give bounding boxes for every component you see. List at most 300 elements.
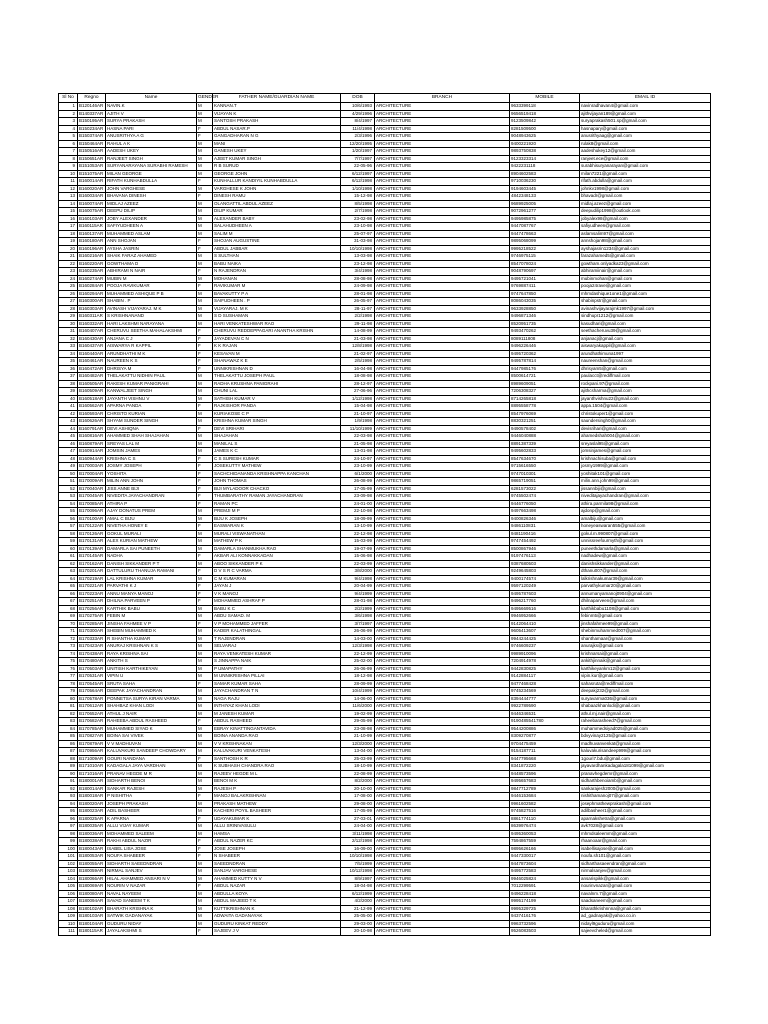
table-row xyxy=(59,148,711,156)
cell-email: gokul.m.990807@gmail.com xyxy=(580,530,711,538)
cell-dob: 25-02-00 xyxy=(341,658,375,666)
cell-regno: B151075AR xyxy=(78,170,106,178)
table-row xyxy=(59,245,711,253)
table-row xyxy=(59,208,711,216)
table-row xyxy=(59,883,711,891)
cell-dob: 8/5/1998 xyxy=(341,200,375,208)
cell-sl-no: 111 xyxy=(59,928,78,936)
cell-email: rhaanoaar@gmail.com xyxy=(580,838,711,846)
cell-sl-no: 53 xyxy=(59,493,78,501)
cell-email: puneethdamarla@gmail.com xyxy=(580,545,711,553)
cell-gender: M xyxy=(197,515,213,523)
cell-sl-no: 103 xyxy=(59,868,78,876)
cell-mobile: 9946952666 xyxy=(510,613,580,621)
cell-gender: M xyxy=(197,560,213,568)
cell-father-name: KUTTIKRISHNAN K xyxy=(213,905,341,913)
cell-dob: 9/4/1998 xyxy=(341,575,375,583)
cell-dob: 14-08-99 xyxy=(341,328,375,336)
cell-sl-no: 95 xyxy=(59,808,78,816)
cell-branch: ARCHITECTURE xyxy=(375,178,510,186)
cell-regno: B170275AR xyxy=(78,613,106,621)
cell-gender: F xyxy=(197,718,213,726)
cell-mobile: 9747647850 xyxy=(510,290,580,298)
cell-email: gowtham.onlyadka23@gmail.com xyxy=(580,260,711,268)
cell-mobile: 9895626166 xyxy=(510,845,580,853)
cell-email: avk7028@gmail.com xyxy=(580,823,711,831)
cell-father-name: N RAJENDRAN xyxy=(213,268,341,276)
cell-sl-no: 97 xyxy=(59,823,78,831)
cell-branch: ARCHITECTURE xyxy=(375,140,510,148)
cell-gender: M xyxy=(197,643,213,651)
cell-sl-no: 11 xyxy=(59,178,78,186)
cell-sl-no: 5 xyxy=(59,133,78,141)
cell-dob: 4/2/2000 xyxy=(341,898,375,906)
cell-mobile: 8547078024 xyxy=(510,260,580,268)
cell-regno: B180066AR xyxy=(78,875,106,883)
cell-gender: M xyxy=(197,635,213,643)
cell-dob: 3/11/1998 xyxy=(341,830,375,838)
cell-father-name: S JINNAPPA NAIK xyxy=(213,658,341,666)
cell-branch: ARCHITECTURE xyxy=(375,673,510,681)
cell-email: vipin.kur@gmail.com xyxy=(580,673,711,681)
cell-name: CHERUVU SEETHA MAHALAKSHMI xyxy=(106,328,197,336)
cell-email: ajithcsharma@gmail.com xyxy=(580,388,711,396)
cell-mobile: 8989609051 xyxy=(510,380,580,388)
cell-email: febinm5@gmail.com xyxy=(580,613,711,621)
cell-regno: B180103AR xyxy=(78,913,106,921)
cell-name: LAL KRISHNA KUMAR xyxy=(106,575,197,583)
cell-branch: ARCHITECTURE xyxy=(375,418,510,426)
cell-gender: F xyxy=(197,598,213,606)
cell-mobile: 9437416176 xyxy=(510,913,580,921)
cell-mobile: 9656519418 xyxy=(510,110,580,118)
cell-sl-no: 104 xyxy=(59,875,78,883)
cell-dob: 28-11-97 xyxy=(341,305,375,313)
cell-father-name: BENOI M K xyxy=(213,778,341,786)
cell-sl-no: 87 xyxy=(59,748,78,756)
cell-father-name: GEORGE JOHN xyxy=(213,170,341,178)
cell-sl-no: 36 xyxy=(59,365,78,373)
cell-branch: ARCHITECTURE xyxy=(375,920,510,928)
cell-father-name: MURALI VISWANATHAN xyxy=(213,530,341,538)
cell-gender: F xyxy=(197,680,213,688)
cell-name: MIDLAJ AZEEZ xyxy=(106,200,197,208)
cell-email: niveditajayachandran@gmail.com xyxy=(580,493,711,501)
cell-regno: B170423AR xyxy=(78,643,106,651)
cell-branch: ARCHITECTURE xyxy=(375,118,510,126)
cell-email: 1gouri7.bdu@gmail.com xyxy=(580,755,711,763)
cell-branch: ARCHITECTURE xyxy=(375,230,510,238)
cell-email: suryaprakash501.sp@gmail.com xyxy=(580,118,711,126)
cell-sl-no: 25 xyxy=(59,283,78,291)
cell-name: KANWALJEET SINGH xyxy=(106,388,197,396)
cell-dob: 3/8/2000 xyxy=(341,568,375,576)
cell-branch: ARCHITECTURE xyxy=(375,193,510,201)
cell-email: ranjeet.ece@gmail.com xyxy=(580,155,711,163)
header-father-name: FATHER NAME/GUARDIAN NAME xyxy=(213,94,341,103)
cell-dob: 25-03-99 xyxy=(341,755,375,763)
cell-gender: F xyxy=(197,365,213,373)
cell-name: PRANAV HEGDE M R xyxy=(106,770,197,778)
cell-dob: 14-03-00 xyxy=(341,635,375,643)
cell-sl-no: 2 xyxy=(59,110,78,118)
cell-regno: B170122AR xyxy=(78,523,106,531)
cell-dob: 25-05-00 xyxy=(341,913,375,921)
cell-sl-no: 33 xyxy=(59,343,78,351)
cell-regno: B170045AR xyxy=(78,493,106,501)
cell-name: AJAY DONATUS PREM xyxy=(106,508,197,516)
cell-dob: 8/2/2000 xyxy=(341,778,375,786)
cell-gender: F xyxy=(197,583,213,591)
cell-father-name: ABDUL NAZAR xyxy=(213,883,341,891)
cell-father-name: RAJKISHOR PANDA xyxy=(213,403,341,411)
cell-sl-no: 7 xyxy=(59,148,78,156)
cell-sl-no: 15 xyxy=(59,208,78,216)
cell-name: SHYAM SUNDER SINGH xyxy=(106,418,197,426)
table-row xyxy=(59,860,711,868)
cell-gender: F xyxy=(197,193,213,201)
cell-mobile: 9481190416 xyxy=(510,530,580,538)
cell-father-name: HAMSA xyxy=(213,830,341,838)
cell-gender: M xyxy=(197,388,213,396)
cell-branch: ARCHITECTURE xyxy=(375,170,510,178)
cell-dob: 26-06-99 xyxy=(341,628,375,636)
table-row xyxy=(59,163,711,171)
table-row xyxy=(59,740,711,748)
cell-sl-no: 60 xyxy=(59,545,78,553)
cell-email: muhammedsiyad025@gmail.com xyxy=(580,725,711,733)
cell-father-name: S D SUSHAMAN xyxy=(213,313,341,321)
cell-father-name: JOHN THOMAS xyxy=(213,478,341,486)
cell-dob: 23-02-98 xyxy=(341,215,375,223)
cell-dob: 7/7/1997 xyxy=(341,155,375,163)
cell-name: DHRISYA M xyxy=(106,365,197,373)
cell-father-name: KRISHNA KUMAR SINGH xyxy=(213,418,341,426)
cell-regno: B160075AR xyxy=(78,208,106,216)
cell-father-name: ABDUL RASHEED xyxy=(213,718,341,726)
cell-mobile: 9495787603 xyxy=(510,590,580,598)
cell-branch: ARCHITECTURE xyxy=(375,740,510,748)
cell-dob: 16-04-98 xyxy=(341,365,375,373)
cell-mobile: 9142884117 xyxy=(510,673,580,681)
cell-name: ALLU VIJAY KUMAR xyxy=(106,823,197,831)
cell-gender: M xyxy=(197,695,213,703)
cell-dob: 24-10-97 xyxy=(341,455,375,463)
table-row xyxy=(59,305,711,313)
table-row xyxy=(59,253,711,261)
cell-gender: M xyxy=(197,298,213,306)
cell-sl-no: 41 xyxy=(59,403,78,411)
cell-branch: ARCHITECTURE xyxy=(375,365,510,373)
cell-gender: F xyxy=(197,553,213,561)
cell-father-name: KACHERI POYIL BASHEER xyxy=(213,808,341,816)
cell-sl-no: 50 xyxy=(59,470,78,478)
cell-dob: 29-03-00 xyxy=(341,920,375,928)
cell-dob: 28-08-98 xyxy=(341,275,375,283)
cell-father-name: SAIFUDHEEN . P xyxy=(213,298,341,306)
cell-branch: ARCHITECTURE xyxy=(375,905,510,913)
cell-father-name: SANJAV VARGHESE xyxy=(213,868,341,876)
cell-mobile: 8309270877 xyxy=(510,733,580,741)
cell-name: ATHUL J NAIR xyxy=(106,710,197,718)
cell-branch: ARCHITECTURE xyxy=(375,553,510,561)
cell-dob: 6/1/2000 xyxy=(341,470,375,478)
table-row xyxy=(59,725,711,733)
cell-sl-no: 27 xyxy=(59,298,78,306)
cell-branch: ARCHITECTURE xyxy=(375,508,510,516)
cell-branch: ARCHITECTURE xyxy=(375,223,510,231)
cell-branch: ARCHITECTURE xyxy=(375,380,510,388)
cell-branch: ARCHITECTURE xyxy=(375,425,510,433)
cell-dob: 20-04-99 xyxy=(341,583,375,591)
cell-regno: B170201AR xyxy=(78,568,106,576)
cell-branch: ARCHITECTURE xyxy=(375,523,510,531)
cell-dob: 23-12-98 xyxy=(341,260,375,268)
cell-gender: M xyxy=(197,778,213,786)
cell-mobile: 7594867559 xyxy=(510,838,580,846)
cell-name: V V MADHUVAN xyxy=(106,740,197,748)
cell-gender: M xyxy=(197,605,213,613)
cell-email: nadhadew@gmail.com xyxy=(580,553,711,561)
cell-gender: M xyxy=(197,185,213,193)
cell-email: adilbasheer1@gmail.com xyxy=(580,808,711,816)
cell-name: MUHAMMED SIYAD K xyxy=(106,725,197,733)
cell-father-name: D V S R C VARMA xyxy=(213,568,341,576)
cell-sl-no: 4 xyxy=(59,125,78,133)
cell-regno: B180043AR xyxy=(78,845,106,853)
cell-regno: B180023AR xyxy=(78,808,106,816)
cell-father-name: ALLU SRINIVASULU xyxy=(213,823,341,831)
cell-sl-no: 72 xyxy=(59,635,78,643)
cell-branch: ARCHITECTURE xyxy=(375,823,510,831)
table-row xyxy=(59,275,711,283)
cell-sl-no: 10 xyxy=(59,170,78,178)
cell-regno: B160332AR xyxy=(78,320,106,328)
cell-regno: B180053AR xyxy=(78,853,106,861)
cell-mobile: 9495721041 xyxy=(510,275,580,283)
cell-email: raheebarasheed7@gmail.com xyxy=(580,718,711,726)
cell-branch: ARCHITECTURE xyxy=(375,305,510,313)
cell-dob: 22-12-99 xyxy=(341,650,375,658)
cell-name: KRISHNA C S xyxy=(106,455,197,463)
cell-name: GOKUL MURALI xyxy=(106,530,197,538)
cell-mobile: 8500614721 xyxy=(510,373,580,381)
table-row xyxy=(59,373,711,381)
cell-gender: F xyxy=(197,358,213,366)
cell-email: bdvyvinay2125@gmail.com xyxy=(580,733,711,741)
cell-name: SANKAR RAJESH xyxy=(106,785,197,793)
cell-gender: M xyxy=(197,650,213,658)
cell-branch: ARCHITECTURE xyxy=(375,493,510,501)
cell-mobile: 9493470262 xyxy=(510,328,580,336)
cell-name: MILIN ANN JOHN xyxy=(106,478,197,486)
cell-father-name: M UNNIKRISHNA PILLAI xyxy=(213,673,341,681)
cell-branch: ARCHITECTURE xyxy=(375,643,510,651)
cell-email: ansarispikk@gmail.com xyxy=(580,875,711,883)
cell-mobile: 9895068099 xyxy=(510,238,580,246)
cell-gender: M xyxy=(197,118,213,126)
cell-name: UNITISH KARTHIKEYAN xyxy=(106,665,197,673)
cell-branch: ARCHITECTURE xyxy=(375,103,510,111)
cell-name: HARI LAKSHMI NARAYANA xyxy=(106,320,197,328)
cell-gender: M xyxy=(197,913,213,921)
cell-email: mhmdsaleemm@gmail.com xyxy=(580,830,711,838)
cell-gender: M xyxy=(197,418,213,426)
cell-dob: 15-03-99 xyxy=(341,538,375,546)
cell-mobile: 9154187711 xyxy=(510,748,580,756)
cell-gender: F xyxy=(197,335,213,343)
table-row xyxy=(59,583,711,591)
cell-email: seethacheruvu39@gmail.com xyxy=(580,328,711,336)
table-row xyxy=(59,793,711,801)
cell-dob: 18-04-98 xyxy=(341,883,375,891)
cell-sl-no: 92 xyxy=(59,785,78,793)
cell-email: surabhisuryanarayan@gmail.com xyxy=(580,163,711,171)
cell-father-name: EBRAY KINATTINGANTAVIDA xyxy=(213,725,341,733)
cell-regno: B180035AR xyxy=(78,823,106,831)
table-row xyxy=(59,605,711,613)
cell-sl-no: 91 xyxy=(59,778,78,786)
cell-father-name: BOINA ANANDA RAO xyxy=(213,733,341,741)
cell-mobile: 6281573022 xyxy=(510,485,580,493)
cell-father-name: ABDUL JABBAR xyxy=(213,245,341,253)
cell-email: ajdonp@gmail.com xyxy=(580,508,711,516)
cell-mobile: 9747010301 xyxy=(510,470,580,478)
cell-regno: B160440AR xyxy=(78,350,106,358)
cell-gender: M xyxy=(197,508,213,516)
cell-regno: B170256AR xyxy=(78,605,106,613)
cell-regno: B170009AR xyxy=(78,478,106,486)
table-row xyxy=(59,650,711,658)
cell-sl-no: 102 xyxy=(59,860,78,868)
cell-sl-no: 56 xyxy=(59,515,78,523)
cell-dob: 2/12/1998 xyxy=(341,838,375,846)
table-row xyxy=(59,875,711,883)
cell-dob: 23-10-98 xyxy=(341,223,375,231)
table-row xyxy=(59,823,711,831)
cell-mobile: 9746975115 xyxy=(510,253,580,261)
cell-email: jayavardhankadagala181099@gmail.com xyxy=(580,763,711,771)
cell-dob: 23-08-98 xyxy=(341,725,375,733)
cell-mobile: 9496228418 xyxy=(510,890,580,898)
cell-mobile: 8281509500 xyxy=(510,125,580,133)
cell-father-name: V P MOHAMMED JAFFER xyxy=(213,620,341,628)
cell-mobile: 9123323314 xyxy=(510,155,580,163)
cell-sl-no: 58 xyxy=(59,530,78,538)
cell-name: SHABIN . P xyxy=(106,298,197,306)
cell-dob: 6/12/1998 xyxy=(341,178,375,186)
table-row xyxy=(59,223,711,231)
table-row xyxy=(59,815,711,823)
cell-email: devisrihari@gmail.com xyxy=(580,425,711,433)
cell-dob: 2/7/1998 xyxy=(341,208,375,216)
cell-branch: ARCHITECTURE xyxy=(375,838,510,846)
cell-gender: M xyxy=(197,148,213,156)
cell-sl-no: 39 xyxy=(59,388,78,396)
cell-name: ABHIRAMI N NAIR xyxy=(106,268,197,276)
cell-regno: B170578AR xyxy=(78,695,106,703)
cell-email: paulacct@rediffmail.com xyxy=(580,373,711,381)
cell-sl-no: 34 xyxy=(59,350,78,358)
cell-branch: ARCHITECTURE xyxy=(375,590,510,598)
cell-branch: ARCHITECTURE xyxy=(375,680,510,688)
cell-email: nourinvnazar@gmail.com xyxy=(580,883,711,891)
table-row xyxy=(59,695,711,703)
cell-gender: M xyxy=(197,800,213,808)
cell-gender: F xyxy=(197,403,213,411)
cell-sl-no: 109 xyxy=(59,913,78,921)
table-row xyxy=(59,103,711,111)
cell-sl-no: 16 xyxy=(59,215,78,223)
table-row xyxy=(59,335,711,343)
cell-mobile: 9447985176 xyxy=(510,365,580,373)
cell-regno: B180080AR xyxy=(78,890,106,898)
cell-regno: B170003AR xyxy=(78,463,106,471)
cell-branch: ARCHITECTURE xyxy=(375,388,510,396)
cell-father-name: VARGHESE K JOHN xyxy=(213,185,341,193)
cell-email: suryavarma036@gmail.com xyxy=(580,695,711,703)
cell-mobile: 9745827516 xyxy=(510,808,580,816)
cell-dob: 15-06-98 xyxy=(341,553,375,561)
cell-branch: ARCHITECTURE xyxy=(375,290,510,298)
table-row xyxy=(59,268,711,276)
cell-regno: B150234AR xyxy=(78,125,106,133)
cell-father-name: DAMARLA SHANMUKHA RAO xyxy=(213,545,341,553)
cell-branch: ARCHITECTURE xyxy=(375,245,510,253)
cell-dob: 28-09-99 xyxy=(341,680,375,688)
cell-sl-no: 84 xyxy=(59,725,78,733)
cell-email: saundersingh0@gmail.com xyxy=(580,418,711,426)
cell-regno: B160944AR xyxy=(78,455,106,463)
cell-email: jobyalex98@gmail.com xyxy=(580,215,711,223)
cell-dob: 17-05-99 xyxy=(341,808,375,816)
cell-father-name: SAEEDNDRAN xyxy=(213,860,341,868)
cell-email: yoshitak101@gmail.com xyxy=(580,470,711,478)
cell-sl-no: 73 xyxy=(59,643,78,651)
cell-dob: 3/4/1998 xyxy=(341,268,375,276)
cell-name: SREYAS LAL M xyxy=(106,440,197,448)
cell-branch: ARCHITECTURE xyxy=(375,215,510,223)
table-row xyxy=(59,478,711,486)
table-row xyxy=(59,800,711,808)
cell-name: KADAGALA JAYA VARDHAN xyxy=(106,763,197,771)
cell-branch: ARCHITECTURE xyxy=(375,200,510,208)
cell-name: ANJANA C J xyxy=(106,335,197,343)
cell-regno: B160274AR xyxy=(78,275,106,283)
cell-sl-no: 9 xyxy=(59,163,78,171)
cell-dob: 10/10/1998 xyxy=(341,853,375,861)
cell-email: ayshajasrin1234@gmail.com xyxy=(580,245,711,253)
cell-email: athira.parmila98@gmail.com xyxy=(580,500,711,508)
cell-name: NIRMAL SANJEV xyxy=(106,868,197,876)
table-row xyxy=(59,463,711,471)
cell-mobile: 9745502474 xyxy=(510,493,580,501)
table-row xyxy=(59,403,711,411)
cell-name: ATHIRA P xyxy=(106,500,197,508)
cell-father-name: INTHIYAZ KHAN LODI xyxy=(213,703,341,711)
cell-mobile: 8639976474 xyxy=(510,823,580,831)
cell-gender: M xyxy=(197,380,213,388)
table-body xyxy=(59,103,711,936)
cell-dob: 3/6/1998 xyxy=(341,613,375,621)
cell-gender: F xyxy=(197,493,213,501)
cell-dob: 28-01-98 xyxy=(341,290,375,298)
cell-branch: ARCHITECTURE xyxy=(375,650,510,658)
table-row xyxy=(59,590,711,598)
cell-mobile: 9190485541780 xyxy=(510,718,580,726)
cell-father-name: KURIAKOSE C P xyxy=(213,410,341,418)
cell-mobile: 9496226446 xyxy=(510,343,580,351)
